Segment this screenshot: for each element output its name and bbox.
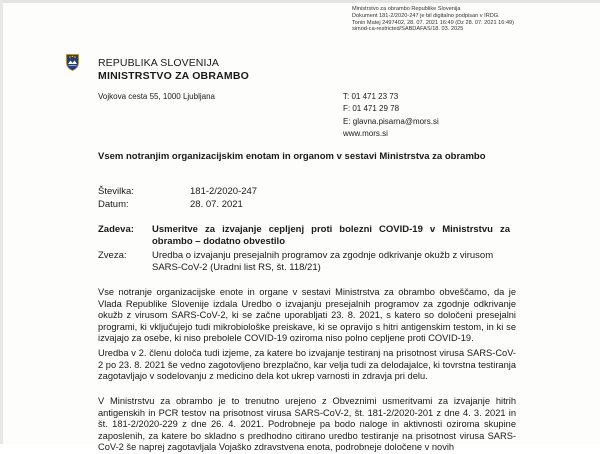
number-label: Številka: bbox=[98, 186, 134, 197]
contact-fax: F: 01 471 29 78 bbox=[343, 104, 400, 113]
contact-website: www.mors.si bbox=[343, 129, 388, 138]
stamp-line: Tonin Matej 2497402, 28. 07. 2021 16:49 (Dz 28. 07. 2021 16:49) bbox=[352, 19, 515, 26]
scan-edge-top bbox=[0, 0, 600, 3]
contact-phone: T: 01 471 23 73 bbox=[343, 92, 399, 101]
stamp-line: Dokument 181-2/2020-247 je bil digitalno podpisan v IRDG. bbox=[352, 12, 500, 19]
ministry-name: MINISTRSTVO ZA OBRAMBO bbox=[98, 70, 250, 82]
date-value: 28. 07. 2021 bbox=[190, 199, 243, 210]
digital-signature-stamp bbox=[352, 6, 596, 33]
recipients-line: Vsem notranjim organizacijskim enotam in organom v sestavi Ministrstva za obrambo bbox=[98, 151, 486, 162]
body-paragraph: Vse notranje organizacijske enote in organe v sestavi Ministrstva za obrambo obveščamo, da je Vlada Republike Slovenije izdala Uredbo o izvajanju presejalnih programov za zgodnje odkrivanje okužb z virusom SARS-CoV-2, ki se začne uporabljati 23. 8. 2021, s katero so določeni presejalni programi, ki vključujejo tudi mikrobiološke preiskave, ki se opravijo s hitri antigenskim testom, in ki se izvajajo za osebe, ki niso prebolele COVID-19 oziroma niso polno cepljene proti COVID-19. bbox=[98, 287, 516, 344]
country-name: REPUBLIKA SLOVENIJA bbox=[98, 57, 219, 69]
body-paragraph: V Ministrstvu za obrambo je to trenutno urejeno z Obveznimi usmeritvami za izvajanje hitrih antigenskih in PCR testov na prisotnost virusa SARS-CoV-2, št. 181-2/2020-201 z dne 4. 3. 2021 in št. 181-2/2020-229 z dne 26. 4. 2021. Podrobneje pa bodo naloge in aktivnosti oziroma skupine zaposlenih, za katere bo skladno s predhodno citirano uredbo testiranje na prisotnost virusa SARS-CoV-2 še naprej zagotavljala Vojaško zdravstvena enota, podrobneje določene v novih bbox=[98, 396, 516, 453]
date-label: Datum: bbox=[98, 199, 129, 210]
number-value: 181-2/2020-247 bbox=[190, 186, 258, 197]
scan-edge-left bbox=[0, 0, 3, 444]
stamp-line: simod-ca-restricted/SABDAFAS/18. 03. 2025 bbox=[352, 26, 464, 33]
ministry-address: Vojkova cesta 55, 1000 Ljubljana bbox=[98, 92, 215, 101]
subject-text: Usmeritve za izvajanje cepljenj proti bolezni COVID-19 v Ministrstvu za obrambo – dodatno obvestilo bbox=[152, 224, 510, 247]
reference-label: Zveza: bbox=[98, 250, 127, 261]
body-paragraph: Uredba v 2. členu določa tudi izjeme, za katere bo izvajanje testiranj na prisotnost virusa SARS-CoV-2 po 23. 8. 2021 še vedno zagotovljeno brezplačno, kar velja tudi za delodajalce, ki tovrstna testiranja zagotavljajo v sodelovanju z medicino dela kot ukrep varnosti in zdravja pri delu. bbox=[98, 348, 516, 382]
contact-email: E: glavna.pisarna@mors.si bbox=[343, 117, 439, 126]
coat-of-arms-icon bbox=[66, 54, 79, 71]
reference-text: Uredba o izvajanju presejalnih programov za zgodnje odkrivanje okužb z virusom SARS-CoV-2 (Uradni list RS, št. 118/21) bbox=[152, 250, 494, 273]
stamp-line: Ministrstvo za obrambo Republike Slovenija bbox=[352, 6, 461, 12]
subject-label: Zadeva: bbox=[98, 224, 134, 235]
